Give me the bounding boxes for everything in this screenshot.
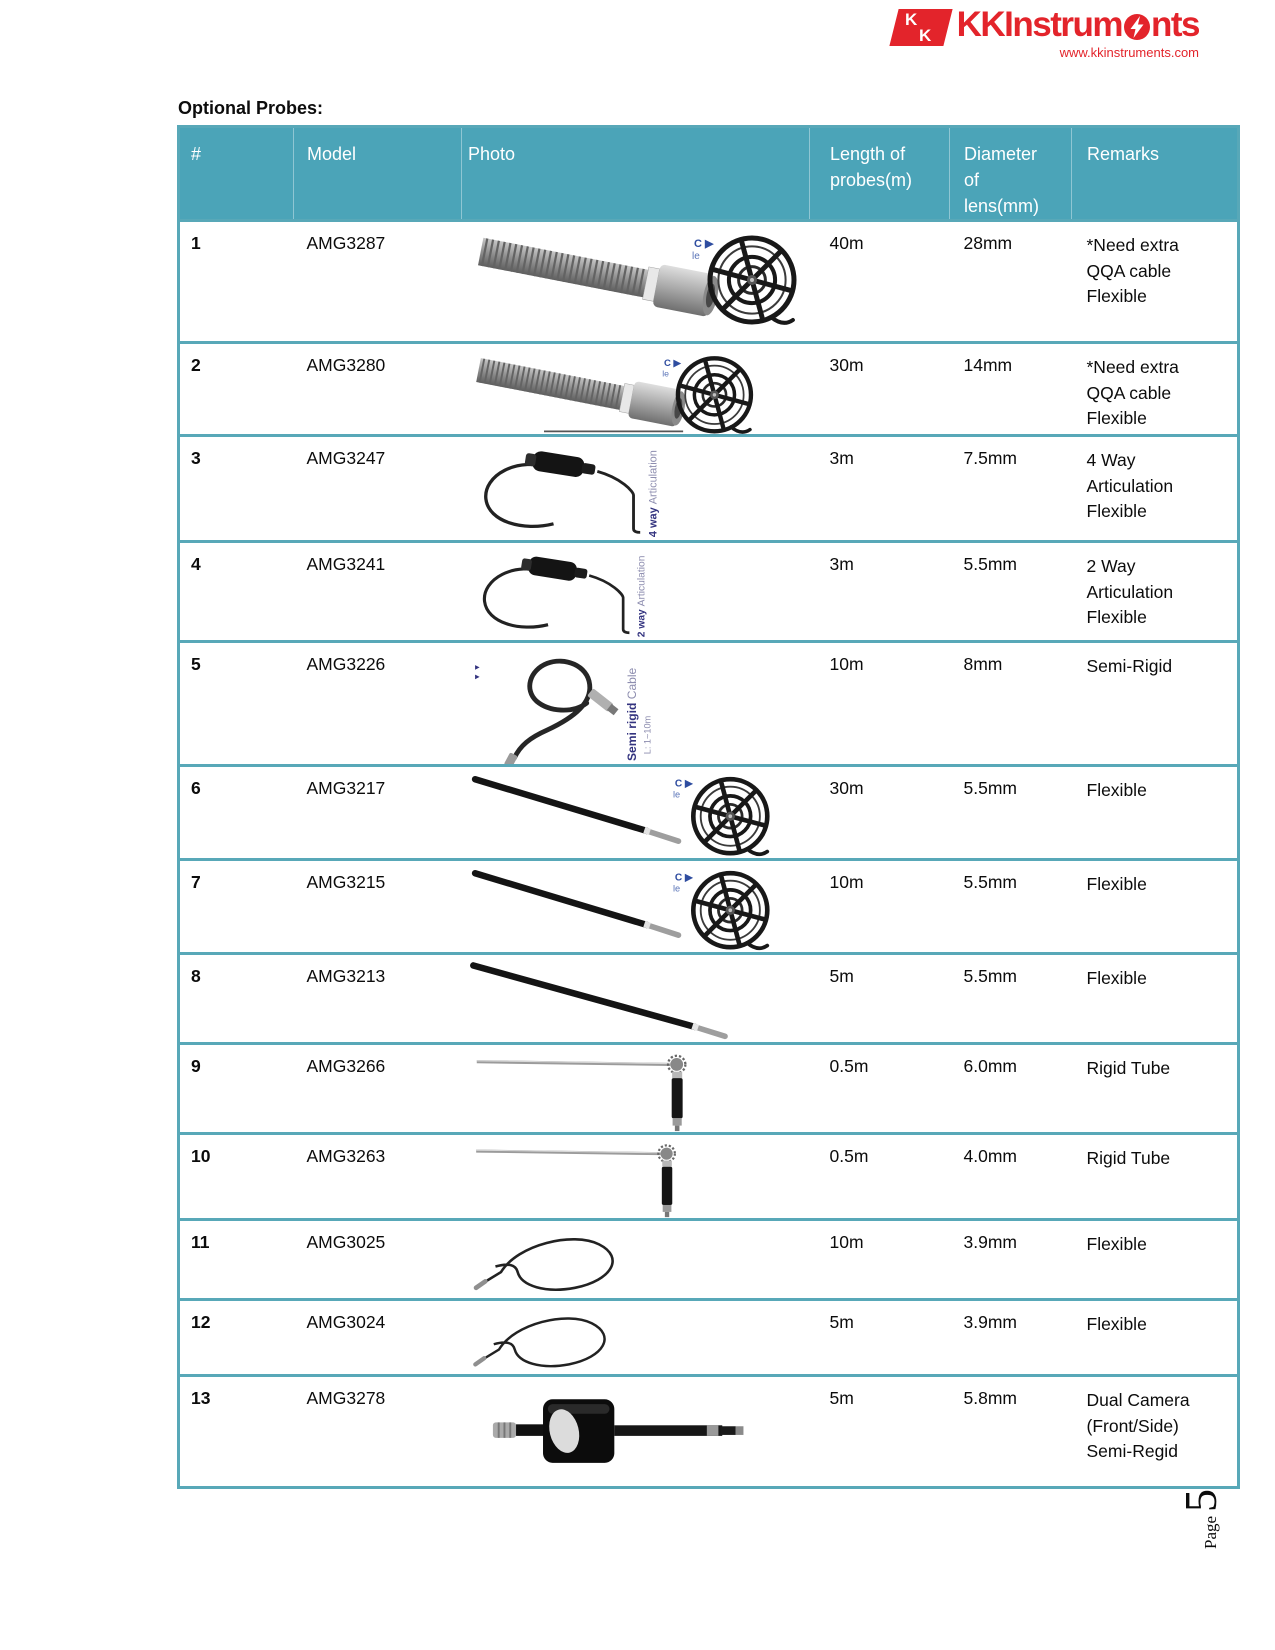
svg-text:le: le (672, 790, 680, 801)
model-cell: AMG3278 (294, 1376, 462, 1488)
probe-photo-dual-camera (464, 1380, 782, 1486)
table-row (179, 1376, 1239, 1488)
table-row (179, 954, 1239, 1044)
model-cell: AMG3215 (294, 860, 462, 954)
diameter-cell: 14mm (950, 343, 1072, 436)
probes-table (177, 125, 1240, 1489)
model-cell: AMG3213 (294, 954, 462, 1044)
model-cell: AMG3217 (294, 766, 462, 860)
svg-text:4 way Articulation: 4 way Articulation (646, 450, 659, 538)
remarks-cell: *Need extra QQA cable Flexible (1072, 221, 1239, 343)
remarks-cell: Flexible (1072, 1300, 1239, 1376)
diameter-cell: 5.5mm (950, 766, 1072, 860)
remarks-cell: Flexible (1072, 860, 1239, 954)
remarks-cell: Rigid Tube (1072, 1134, 1239, 1220)
kk-diamond-icon (889, 9, 952, 46)
svg-text:L: 1~10m: L: 1~10m (642, 716, 653, 755)
page-number (1175, 1488, 1226, 1549)
probe-photo-semi-loop (464, 646, 783, 764)
model-cell: AMG3263 (294, 1134, 462, 1220)
length-cell: 40m (810, 221, 950, 343)
svg-text:Semi rigid Cable: Semi rigid Cable (624, 668, 639, 762)
brand-text-pre: KKInstrum (956, 5, 1122, 44)
photo-cell (462, 221, 810, 343)
remarks-cell: Dual Camera (Front/Side) Semi-Regid (1072, 1376, 1239, 1488)
probe-photo-loop (464, 1304, 727, 1374)
model-cell: AMG3241 (294, 542, 462, 642)
table-row (179, 542, 1239, 642)
probe-photo-loop (464, 1224, 742, 1298)
model-cell: AMG3247 (294, 436, 462, 542)
svg-text:C ▶: C ▶ (674, 778, 693, 790)
model-cell: AMG3025 (294, 1220, 462, 1300)
row-number-cell: 10 (179, 1134, 294, 1220)
model-cell: AMG3287 (294, 221, 462, 343)
probes-table-body (179, 221, 1239, 1488)
photo-cell (462, 954, 810, 1044)
logo-letter-k1: K (904, 10, 917, 29)
length-cell: 5m (810, 1376, 950, 1488)
remarks-cell: Flexible (1072, 954, 1239, 1044)
table-row (179, 221, 1239, 343)
col-header-number: # (179, 127, 294, 221)
model-cell: AMG3280 (294, 343, 462, 436)
diameter-cell: 5.5mm (950, 860, 1072, 954)
remarks-cell: Flexible (1072, 766, 1239, 860)
diameter-cell: 5.5mm (950, 542, 1072, 642)
remarks-cell: Semi-Rigid (1072, 642, 1239, 766)
section-title: Optional Probes: (178, 98, 324, 118)
photo-cell (462, 642, 810, 766)
length-cell: 30m (810, 766, 950, 860)
table-row (179, 642, 1239, 766)
row-number-cell: 3 (179, 436, 294, 542)
length-cell: 10m (810, 1220, 950, 1300)
svg-text:le: le (691, 251, 700, 263)
row-number-cell: 13 (179, 1376, 294, 1488)
probe-photo-rod-reel (464, 770, 783, 858)
diameter-cell: 5.5mm (950, 954, 1072, 1044)
svg-text:C ▶: C ▶ (693, 238, 713, 251)
row-number-cell: 9 (179, 1044, 294, 1134)
remarks-cell: Rigid Tube (1072, 1044, 1239, 1134)
svg-text:C ▶: C ▶ (674, 872, 693, 884)
photo-cell (462, 1134, 810, 1220)
row-number-cell: 1 (179, 221, 294, 343)
probe-photo-coil-reel (464, 225, 809, 325)
length-cell: 0.5m (810, 1134, 950, 1220)
photo-cell (462, 542, 810, 642)
table-row (179, 766, 1239, 860)
row-number-cell: 11 (179, 1220, 294, 1300)
svg-text:C ▶: C ▶ (663, 358, 681, 370)
probe-photo-rod-reel (464, 864, 783, 952)
table-row (179, 860, 1239, 954)
page-number-value: 5 (1175, 1488, 1226, 1512)
diameter-cell: 3.9mm (950, 1300, 1072, 1376)
row-number-cell: 5 (179, 642, 294, 766)
diameter-cell: 4.0mm (950, 1134, 1072, 1220)
probe-photo-rigid-tube (464, 1138, 734, 1218)
length-cell: 3m (810, 436, 950, 542)
length-cell: 30m (810, 343, 950, 436)
model-cell: AMG3024 (294, 1300, 462, 1376)
length-cell: 0.5m (810, 1044, 950, 1134)
photo-cell (462, 343, 810, 436)
photo-cell (462, 860, 810, 954)
remarks-cell: Flexible (1072, 1220, 1239, 1300)
svg-text:le: le (672, 884, 680, 895)
table-row (179, 343, 1239, 436)
photo-cell (462, 766, 810, 860)
row-number-cell: 8 (179, 954, 294, 1044)
length-cell: 5m (810, 954, 950, 1044)
probe-photo-articulation (464, 440, 788, 540)
lightning-e-icon (1123, 13, 1151, 41)
logo-text-block (957, 6, 1199, 60)
row-number-cell: 12 (179, 1300, 294, 1376)
row-number-cell: 6 (179, 766, 294, 860)
table-row (179, 436, 1239, 542)
col-header-length: Length of probes(m) (810, 127, 950, 221)
page-number-label: Page (1201, 1515, 1220, 1549)
remarks-cell: 2 Way Articulation Flexible (1072, 542, 1239, 642)
col-header-diameter: Diameter of lens(mm) (950, 127, 1072, 221)
photo-cell (462, 436, 810, 542)
length-cell: 5m (810, 1300, 950, 1376)
table-row (179, 1044, 1239, 1134)
remarks-cell: 4 Way Articulation Flexible (1072, 436, 1239, 542)
col-header-model: Model (294, 127, 462, 221)
col-header-photo: Photo (462, 127, 810, 221)
model-cell: AMG3266 (294, 1044, 462, 1134)
brand-text-post: nts (1151, 5, 1199, 44)
model-cell: AMG3226 (294, 642, 462, 766)
row-number-cell: 2 (179, 343, 294, 436)
photo-cell (462, 1376, 810, 1488)
row-number-cell: 4 (179, 542, 294, 642)
photo-cell (462, 1220, 810, 1300)
photo-cell (462, 1044, 810, 1134)
remarks-cell: *Need extra QQA cable Flexible (1072, 343, 1239, 436)
diameter-cell: 8mm (950, 642, 1072, 766)
brand-wordmark (957, 6, 1199, 45)
diameter-cell: 28mm (950, 221, 1072, 343)
diameter-cell: 5.8mm (950, 1376, 1072, 1488)
length-cell: 10m (810, 642, 950, 766)
svg-text:le: le (661, 368, 669, 379)
logo-website: www.kkinstruments.com (1059, 44, 1199, 60)
kkinstruments-logo (894, 6, 1199, 60)
col-header-remarks: Remarks (1072, 127, 1239, 221)
table-header-row (179, 127, 1239, 221)
length-cell: 3m (810, 542, 950, 642)
svg-text:▼▼: ▼▼ (471, 661, 481, 682)
logo-letter-k2: K (918, 26, 931, 45)
table-row (179, 1134, 1239, 1220)
length-cell: 10m (810, 860, 950, 954)
probe-photo-rigid-tube (464, 1048, 747, 1132)
svg-text:2 way Articulation: 2 way Articulation (636, 555, 648, 638)
probe-photo-articulation (464, 546, 768, 640)
table-row (179, 1220, 1239, 1300)
diameter-cell: 7.5mm (950, 436, 1072, 542)
diameter-cell: 6.0mm (950, 1044, 1072, 1134)
diameter-cell: 3.9mm (950, 1220, 1072, 1300)
probe-photo-coil-reel-line (464, 347, 764, 434)
table-row (179, 1300, 1239, 1376)
row-number-cell: 7 (179, 860, 294, 954)
photo-cell (462, 1300, 810, 1376)
probe-photo-rod (464, 958, 781, 1042)
